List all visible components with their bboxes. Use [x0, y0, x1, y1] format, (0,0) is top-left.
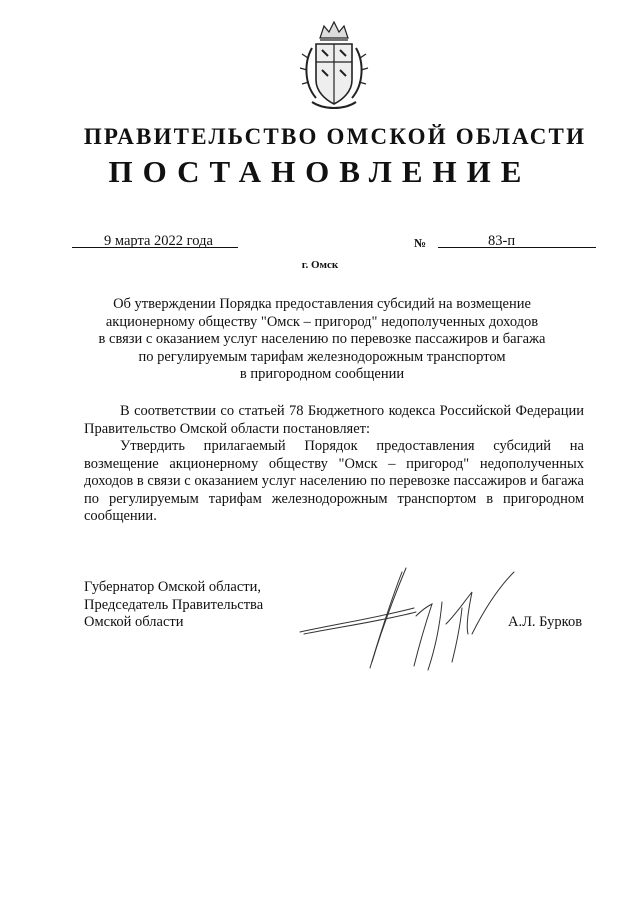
document-type-title: ПОСТАНОВЛЕНИЕ	[108, 154, 532, 189]
position-line: Омской области	[84, 614, 184, 630]
subject-line: в связи с оказанием услуг населению по перевозке пассажиров и багажа	[98, 331, 546, 347]
signer-name: А.Л. Бурков	[508, 614, 583, 630]
subject-line: в пригородном сообщении	[239, 366, 405, 382]
subject-line: Об утверждении Порядка предоставления субсидий на возмещение	[113, 296, 531, 312]
number-sign: №	[414, 236, 427, 250]
document-date: 9 марта 2022 года	[104, 233, 213, 249]
document-subject	[96, 296, 548, 384]
body-paragraph-2: Утвердить прилагаемый Порядок предоставления субсидий на возмещение акционерному обществу "Омск – пригород" недополученных доходов в связи с оказанием услуг населению по перевозке пассажиров и багажа по регулируемым тарифам железнодорожным транспортом в пригородном сообщении.	[84, 438, 584, 524]
handwritten-signature	[296, 562, 521, 674]
subject-line: акционерному обществу "Омск – пригород" недополученных доходов	[105, 313, 539, 330]
body-paragraph-1: В соответствии со статьей 78 Бюджетного кодекса Российской Федерации Правительство Омской области постановляет:	[84, 403, 584, 437]
document-number: 83-п	[488, 233, 516, 249]
coat-of-arms-icon	[298, 18, 370, 110]
city: г. Омск	[301, 259, 339, 271]
subject-line: по регулируемым тарифам железнодорожным транспортом	[138, 348, 506, 365]
number-underline	[438, 233, 596, 248]
position-line: Председатель Правительства	[84, 596, 264, 613]
signatory-position	[84, 579, 263, 632]
position-line: Губернатор Омской области,	[84, 579, 261, 595]
government-title: ПРАВИТЕЛЬСТВО ОМСКОЙ ОБЛАСТИ	[83, 124, 587, 149]
document-body	[84, 403, 584, 526]
